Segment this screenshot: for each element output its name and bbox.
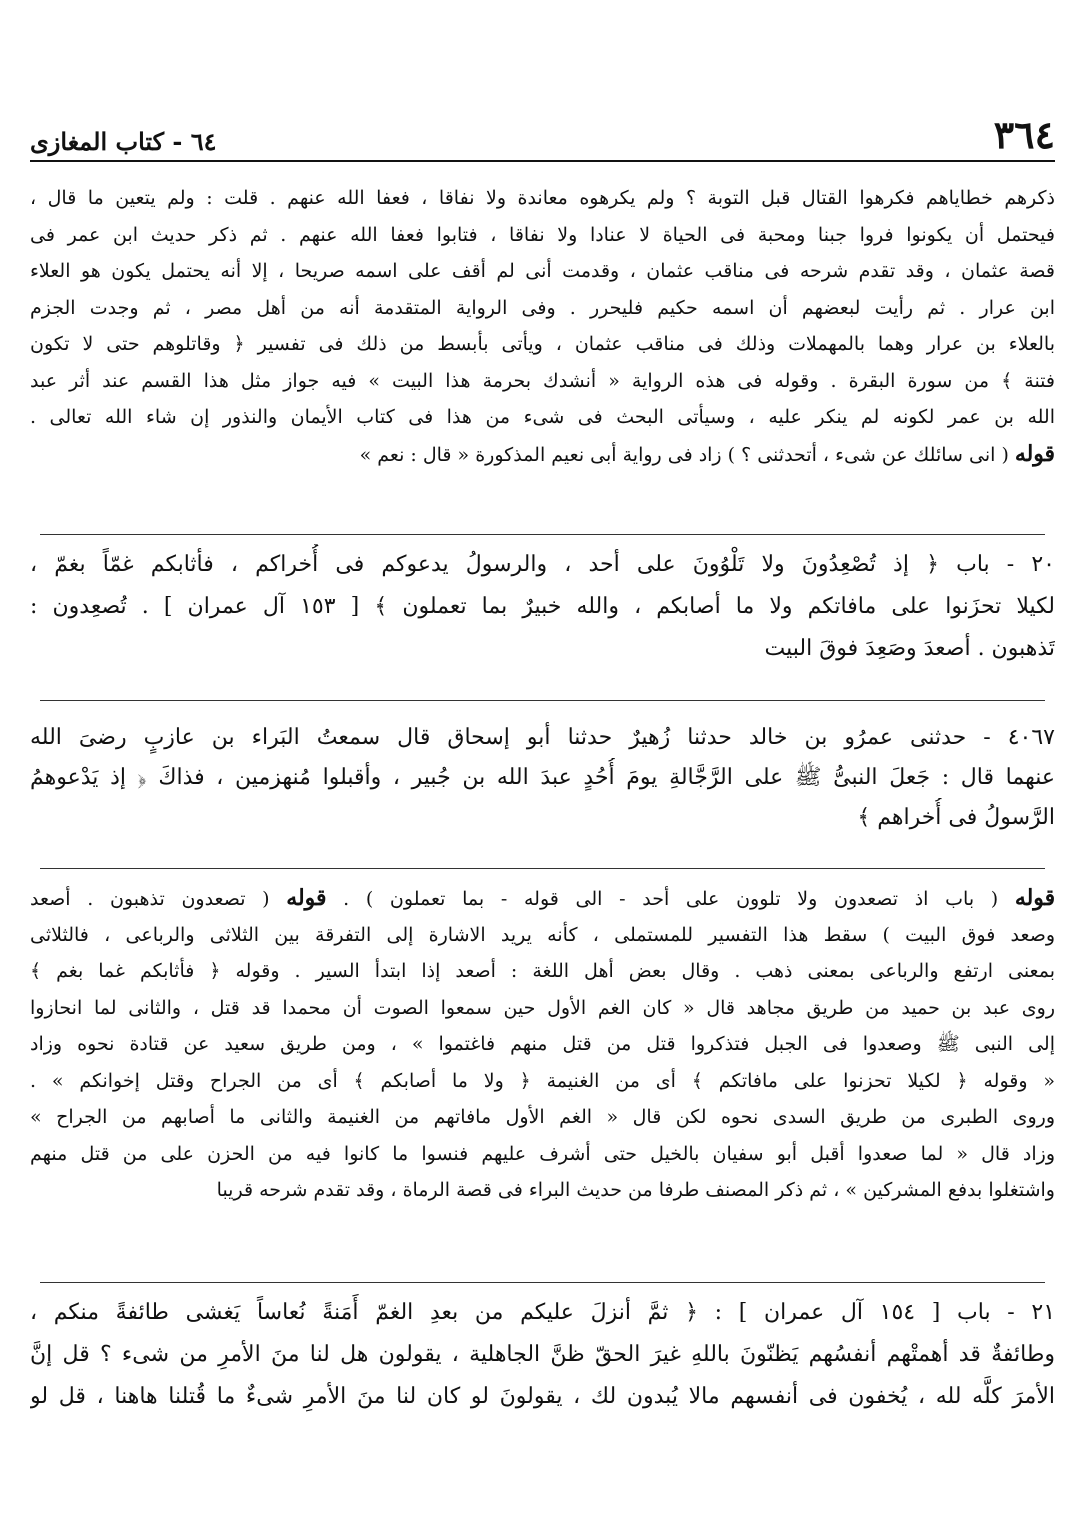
text-fragment: ( باب اذ تصعدون ولا تلوون على أحد - الى قوله - بما تعملون ) . [343, 888, 999, 910]
commentary-block-1 [30, 180, 1055, 472]
hadith-line: ٤٠٦٧ - حدثنى عمرُو بن خالد حدثنا زُهيرٌ حدثنا أبو إسحاق قال سمعتُ البَراء بن عازبٍ رضىَ الله [30, 725, 1055, 750]
text-line: فيحتمل أن يكونوا فروا جبنا ومحبة فى الحياة لا عنادا ولا نفاقا ، فتابوا فعفا الله عنهم . ثم ذكر حديث ابن عمر فى [30, 223, 1055, 246]
chapter-line: وطائفةٌ قد أهمتْهم أنفسُهم يَظنّونَ باللهِ غيرَ الحقّ ظنَّ الجاهلية ، يقولون هل لنا منَ الأمرِ من شىء ؟ قل إنَّ [30, 1342, 1055, 1367]
text-line: وزاد قال « لما صعدوا أقبل أبو سفيان بالخيل حتى أشرف عليهم فنسوا ما كانوا فيه من الحزن على من قتل منهم [30, 1142, 1055, 1165]
text-line: فتنة ﴾ من سورة البقرة . وقوله فى هذه الرواية « أنشدك بحرمة هذا البيت » فيه جواز مثل هذا القسم عند أثر عبد [30, 369, 1055, 392]
chapter-20-heading [30, 544, 1055, 670]
commentary-block-2 [30, 880, 1055, 1209]
keyword-qawluh: قوله [286, 885, 327, 911]
keyword-qawluh: قوله [1014, 885, 1055, 911]
chapter-line: الأمرَ كلَّه لله ، يُخفون فى أنفسهم مالا يُبدون لك ، يقولونَ لو كان لنا منَ الأمرِ شىءٌ ما قُتلنا هاهنا ، قل لو [30, 1384, 1055, 1409]
text-line: وصعد فوق البيت ) سقط هذا التفسير للمستملى ، كأنه يريد الاشارة إلى التفرقة بين الثلاثى والرباعى ، فالثلاثى [30, 923, 1055, 946]
text-line: الله بن عمر لكونه لم ينكر عليه ، وسيأتى البحث فى شىء من هذا فى كتاب الأيمان والنذور إن شاء الله تعالى . [30, 406, 1055, 428]
chapter-line: ٢٠ - باب ﴿ إذ تُصْعِدُونَ ولا تَلْوُونَ على أحد ، والرسولُ يدعوكم فى أُخراكم ، فأثابكم غمّاً بغمّ ، [30, 552, 1055, 577]
chapter-line: لكيلا تحزَنوا على مافاتكم ولا ما أصابكم ، والله خبيرٌ بما تعملون ﴾ [ ١٥٣ آل عمران ] . تُصعِدون : [30, 594, 1055, 619]
text-line: ذكرهم خطاياهم فكرهوا القتال قبل التوبة ؟ ولم يكرهوه معاندة ولا نفاقا ، فعفا الله عنهم . قلت : ولم يتعين ما قال ، [30, 187, 1055, 209]
chapter-line: ٢١ - باب [ ١٥٤ آل عمران ] : ﴿ ثمَّ أنزلَ عليكم من بعدِ الغمّ أَمَنةً نُعاساً يَغشى طائفةً منكم ، [30, 1300, 1055, 1325]
section-divider [40, 1282, 1045, 1283]
section-divider [40, 700, 1045, 701]
hadith-line: عنهما قال : جَعلَ النبىُّ ﷺ على الرَّجَّالةِ يومَ أُحُدٍ عبدَ الله بن جُبير ، وأقبلوا مُنهزمين ، فذاكَ ﴿ إذ يَدْعوهمُ [30, 765, 1055, 790]
text-line: قصة عثمان ، وقد تقدم شرحه فى مناقب عثمان ، وقدمت أنى لم أقف على اسمه صريحا ، إلا أنه يحتمل يكون هو العلاء [30, 260, 1055, 282]
header-rule [30, 160, 1055, 162]
text-fragment: ( تصعدون تذهبون . أصعد [30, 888, 270, 910]
section-divider [40, 534, 1045, 535]
chapter-21-heading [30, 1292, 1055, 1418]
text-line: روى عبد بن حميد من طريق مجاهد قال « كان الغم الأول حين سمعوا الصوت أن محمدا قد قتل ، والثانى لما انحازوا [30, 996, 1055, 1019]
keyword-qawluh: قوله [1014, 440, 1055, 467]
text-line: وروى الطبرى من طريق السدى نحوه لكن قال « الغم الأول مافاتهم من الغنيمة والثانى ما أصابهم من الجراح » [30, 1106, 1055, 1128]
chapter-line: تَذهبون . أصعدَ وصَعِدَ فوقَ البيت [764, 636, 1055, 661]
hadith-4067 [30, 718, 1055, 838]
text-line [30, 436, 1055, 473]
text-line: بالعلاء بن عرار وهما بالمهملات وذلك فى مناقب عثمان ، ويأتى بأبسط من ذلك فى تفسير ﴿ وقاتلوهم حتى لا تكون [30, 333, 1055, 355]
text-line: إلى النبى ﷺ وصعدوا فى الجبل فتذكروا قتل من قتل منهم فاغتموا » ، ومن طريق سعيد عن قتادة نحوه وزاد [30, 1033, 1055, 1055]
text-line: واشتغلوا بدفع المشركين » ، ثم ذكر المصنف طرفا من حديث البراء فى قصة الرماة ، وقد تقدم شرحه قريبا [216, 1179, 1055, 1201]
text-line [30, 880, 1055, 917]
hadith-line: الرَّسولُ فى أُخراهم ﴾ [857, 805, 1055, 830]
page-header [30, 112, 1055, 157]
page-number: ٣٦٤ [993, 112, 1055, 157]
text-fragment: ( انى سائلك عن شىء ، أتحدثنى ؟ ) زاد فى رواية أبى نعيم المذكورة « قال : نعم » [359, 443, 1009, 466]
text-line: بمعنى ارتفع والرباعى بمعنى ذهب . وقال بعض أهل اللغة : أصعد إذا ابتدأ السير . وقوله ﴿ فأثابكم غما بغم ﴾ [30, 960, 1055, 982]
text-line: « وقوله ﴿ لكيلا تحزنوا على مافاتكم ﴾ أى من الغنيمة ﴿ ولا ما أصابكم ﴾ أى من الجراح وقتل إخوانكم » . [30, 1069, 1055, 1092]
section-divider [40, 868, 1045, 869]
text-line: ابن عرار . ثم رأيت لبعضهم أن اسمه حكيم فليحرر . وفى الرواية المتقدمة أنه من أهل مصر ، ثم وجدت الجزم [30, 296, 1055, 319]
running-title: ٦٤ - كتاب المغازى [30, 127, 217, 156]
